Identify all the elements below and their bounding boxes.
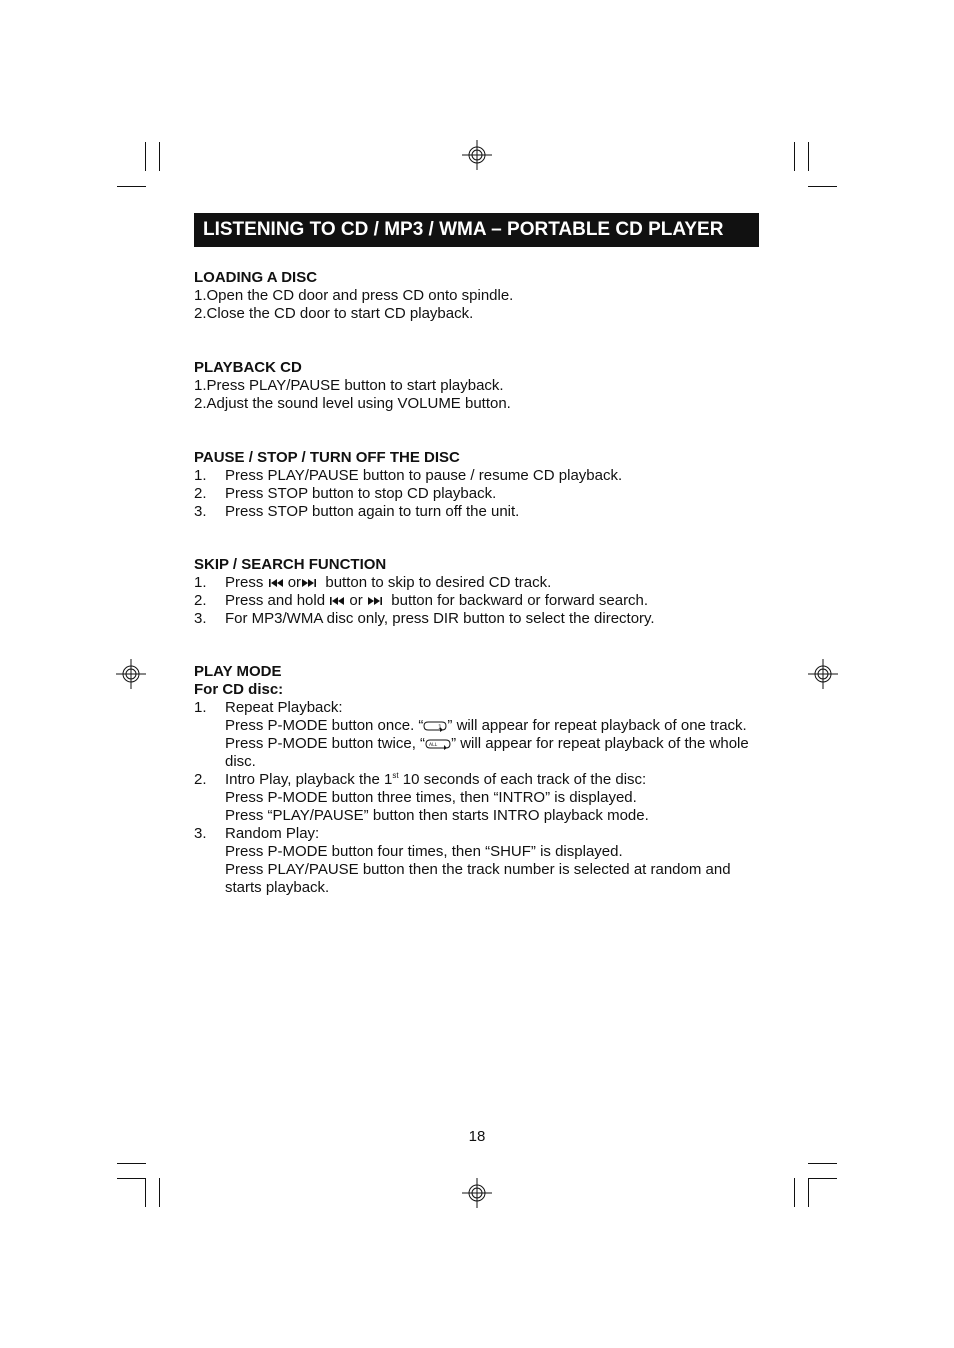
crop-mark (808, 186, 837, 187)
svg-text:1: 1 (438, 724, 443, 732)
text-line: 1.Press PLAY/PAUSE button to start playback. (194, 377, 504, 394)
crop-mark (117, 186, 146, 187)
registration-mark-icon (462, 140, 492, 170)
text-line: 2.Adjust the sound level using VOLUME button. (194, 395, 511, 412)
registration-mark-icon (462, 1178, 492, 1208)
section-skip-search (194, 556, 759, 628)
registration-mark-icon (808, 659, 838, 689)
crop-mark (794, 1178, 795, 1207)
section-heading: LOADING A DISC (194, 269, 318, 286)
skip-forward-icon (367, 597, 383, 605)
list-item: 2. Intro Play, playback the 1st 10 seconds of each track of the disc: Press P-MODE button three times, then “INTRO” is displayed. Press “PLAY/PAUSE” button then starts INTRO playback mode. (194, 771, 649, 824)
skip-forward-icon (301, 579, 317, 587)
list-item: 3. Random Play: Press P-MODE button four times, then “SHUF” is displayed. Press PLAY/PAUSE button then the track number is selected at random and starts playback. (194, 825, 731, 896)
list-item: 1. Press or button to skip to desired CD track. (194, 574, 552, 591)
section-heading: PAUSE / STOP / TURN OFF THE DISC (194, 449, 460, 466)
section-pause-stop (194, 449, 759, 521)
crop-mark (145, 1178, 146, 1207)
section-heading: PLAYBACK CD (194, 359, 302, 376)
list-item: 3. Press STOP button again to turn off the unit. (194, 503, 520, 520)
crop-mark (808, 1178, 837, 1179)
crop-mark (159, 142, 160, 171)
section-play-mode (194, 663, 759, 897)
repeat-one-icon (423, 720, 447, 732)
page-number: 18 (468, 1128, 486, 1145)
skip-back-icon (329, 597, 345, 605)
text-line: 2.Close the CD door to start CD playback. (194, 305, 474, 322)
list-item: 3. For MP3/WMA disc only, press DIR button to select the directory. (194, 610, 655, 627)
crop-mark (145, 142, 146, 171)
crop-mark (159, 1178, 160, 1207)
section-playback (194, 359, 759, 413)
registration-mark-icon (116, 659, 146, 689)
skip-back-icon (268, 579, 284, 587)
list-item: 1. Press PLAY/PAUSE button to pause / resume CD playback. (194, 467, 623, 484)
crop-mark (808, 142, 809, 171)
section-loading (194, 269, 759, 323)
repeat-all-icon (425, 738, 451, 750)
section-heading: PLAY MODE (194, 663, 282, 680)
list-item: 1. Repeat Playback: Press P-MODE button once. “ 1 ” will appear for repeat playback of one track. Press P-MODE button twice, “ ALL ” will appear for repeat playback of the whole disc. (194, 699, 749, 770)
page-title: LISTENING TO CD / MP3 / WMA – PORTABLE CD PLAYER (194, 213, 759, 247)
list-item: 2. Press STOP button to stop CD playback. (194, 485, 497, 502)
text-line: 1.Open the CD door and press CD onto spindle. (194, 287, 514, 304)
crop-mark (117, 1178, 146, 1179)
crop-mark (794, 142, 795, 171)
section-heading: SKIP / SEARCH FUNCTION (194, 556, 387, 573)
section-subheading: For CD disc: (194, 681, 284, 698)
manual-content (194, 269, 759, 897)
crop-mark (808, 1178, 809, 1207)
list-item: 2. Press and hold or button for backward or forward search. (194, 592, 649, 609)
crop-mark (117, 1163, 146, 1164)
repeat-all-label: ALL (429, 743, 438, 749)
crop-mark (808, 1163, 837, 1164)
